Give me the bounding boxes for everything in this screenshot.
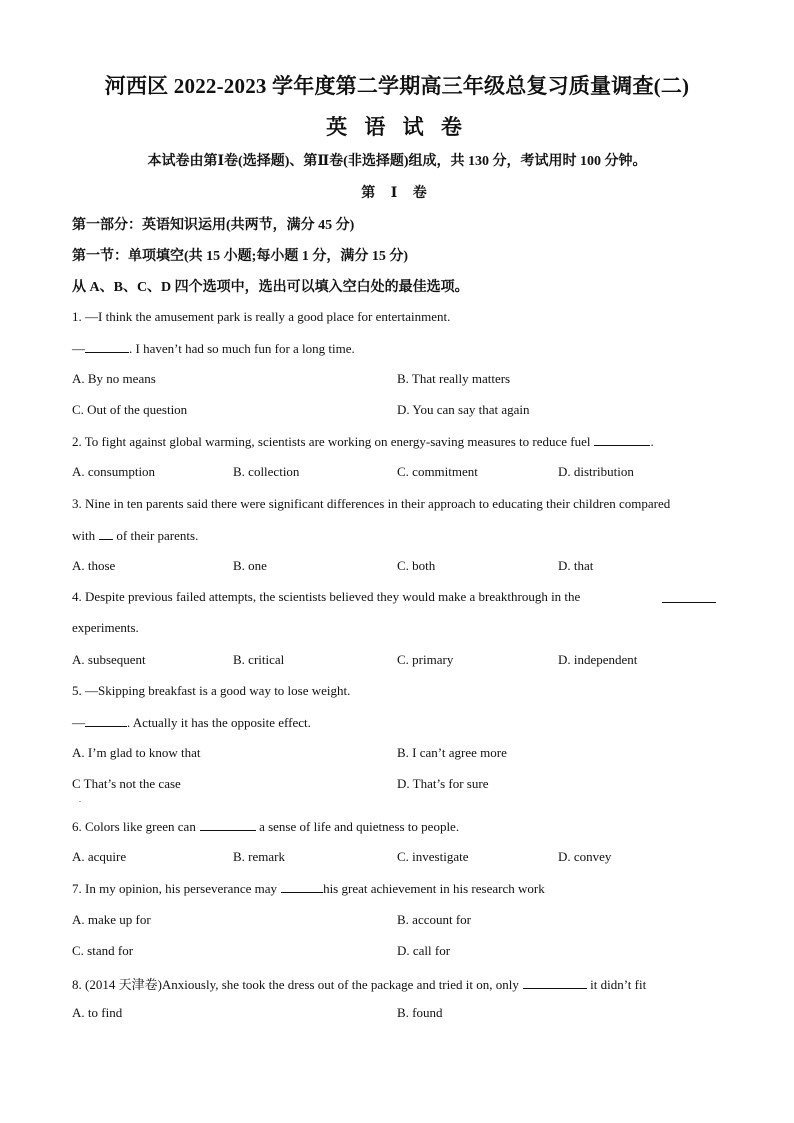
question-3-option-b: B. one: [233, 558, 267, 573]
question-3-stem-continued: with of their parents.: [72, 528, 199, 543]
question-6-option-a: A. acquire: [72, 849, 127, 864]
question-7-option-b: B. account for: [397, 912, 472, 927]
answer-blank: [662, 589, 716, 603]
question-6-option-b: B. remark: [233, 849, 285, 864]
answer-blank: [523, 976, 587, 989]
answer-blank: [99, 527, 113, 540]
exam-subtitle: 英 语 试 卷: [326, 115, 468, 139]
question-2-option-b: B. collection: [233, 464, 300, 479]
question-3-stem: 3. Nine in ten parents said there were significant differences in their approach to educating their children compared: [72, 496, 671, 511]
volume-heading: 第 Ⅰ 卷: [361, 186, 433, 201]
question-7-stem: 7. In my opinion, his perseverance may his great achievement in his research work: [72, 881, 545, 896]
question-4-stem: 4. Despite previous failed attempts, the scientists believed they would make a breakthrough in the: [72, 589, 581, 604]
question-2-option-c: C. commitment: [397, 464, 478, 479]
question-4-option-c: C. primary: [397, 652, 454, 667]
question-4-option-d: D. independent: [558, 652, 638, 667]
question-6-option-d: D. convey: [558, 849, 612, 864]
question-7-option-d: D. call for: [397, 943, 451, 958]
question-3-option-d: D. that: [558, 558, 594, 573]
question-1-stem: 1. —I think the amusement park is really a good place for entertainment.: [72, 309, 451, 324]
question-8-stem: 8. (2014 天津卷)Anxiously, she took the dress out of the package and tried it on, only it didn’t fit: [72, 977, 647, 992]
question-8-option-b: B. found: [397, 1005, 443, 1020]
question-4-option-b: B. critical: [233, 652, 285, 667]
question-2-option-d: D. distribution: [558, 464, 634, 479]
question-2-option-a: A. consumption: [72, 464, 156, 479]
question-5-option-a: A. I’m glad to know that: [72, 745, 201, 760]
question-5-option-d: D. That’s for sure: [397, 776, 489, 791]
answer-blank: [85, 714, 127, 727]
question-6-stem: 6. Colors like green can a sense of life and quietness to people.: [72, 819, 460, 834]
question-2-stem: 2. To fight against global warming, scientists are working on energy-saving measures to reduce fuel .: [72, 434, 654, 449]
question-4-option-a: A. subsequent: [72, 652, 146, 667]
exam-title: 河西区 2022-2023 学年度第二学期高三年级总复习质量调查(二): [104, 74, 690, 98]
answer-blank: [200, 818, 256, 831]
question-1-option-c: C. Out of the question: [72, 402, 188, 417]
question-4-stem-continued: experiments.: [72, 620, 139, 635]
question-1-option-a: A. By no means: [72, 371, 156, 386]
exam-intro: 本试卷由第Ⅰ卷(选择题)、第Ⅱ卷(非选择题)组成，共 130 分，考试用时 100 分钟。: [147, 154, 647, 169]
question-3-option-a: A. those: [72, 558, 116, 573]
question-5-response: — . Actually it has the opposite effect.: [72, 715, 311, 730]
question-7-option-c: C. stand for: [72, 943, 134, 958]
question-6-option-c: C. investigate: [397, 849, 469, 864]
answer-blank: [85, 340, 129, 353]
stray-mark: .: [79, 795, 81, 804]
answer-blank: [594, 433, 650, 446]
question-5-option-b: B. I can’t agree more: [397, 745, 507, 760]
part-heading: 第一部分：英语知识运用(共两节，满分 45 分): [72, 218, 355, 233]
question-8-option-a: A. to find: [72, 1005, 123, 1020]
instruction-text: 从 A、B、C、D 四个选项中，选出可以填入空白处的最佳选项。: [72, 280, 469, 295]
question-1-response: — . I haven’t had so much fun for a long time.: [72, 341, 355, 356]
section-heading: 第一节：单项填空(共 15 小题;每小题 1 分，满分 15 分): [72, 249, 408, 264]
question-7-option-a: A. make up for: [72, 912, 151, 927]
question-3-option-c: C. both: [397, 558, 436, 573]
answer-blank: [281, 880, 323, 893]
question-1-option-b: B. That really matters: [397, 371, 511, 386]
question-5-option-c: C That’s not the case: [72, 776, 181, 791]
question-1-option-d: D. You can say that again: [397, 402, 530, 417]
question-5-stem: 5. —Skipping breakfast is a good way to lose weight.: [72, 683, 351, 698]
